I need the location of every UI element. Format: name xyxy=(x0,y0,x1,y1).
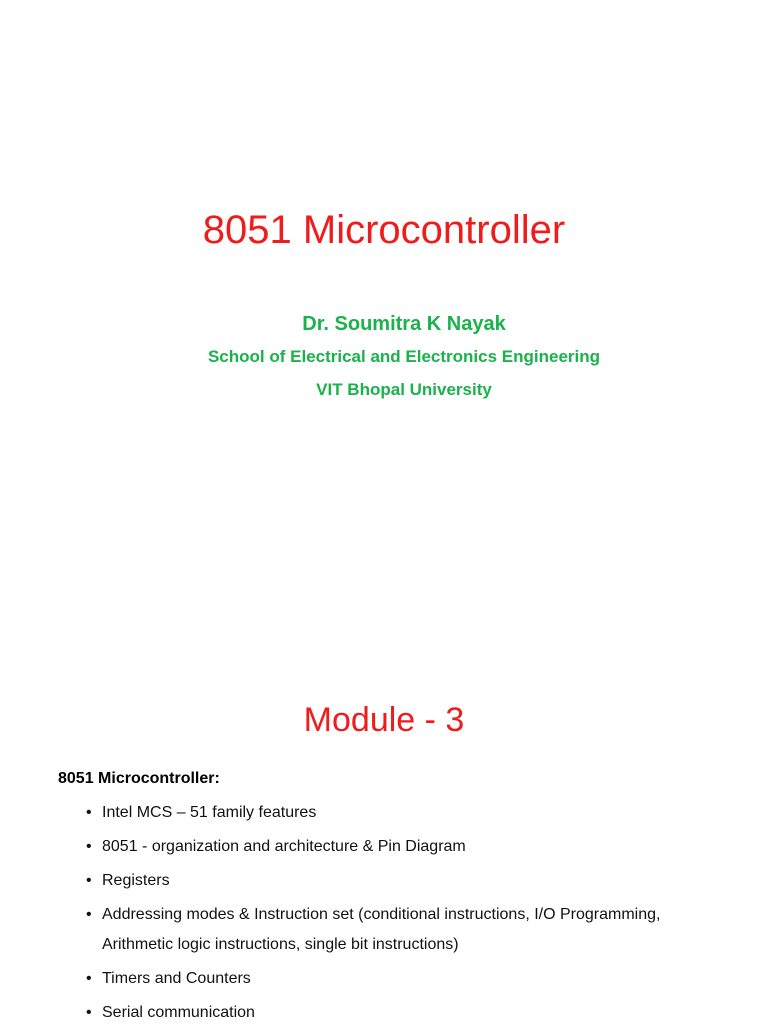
bullet-icon: • xyxy=(86,970,92,987)
list-item xyxy=(86,866,686,896)
list-item-text: 8051 - organization and architecture & Pin Diagram xyxy=(102,838,466,855)
list-item xyxy=(86,900,686,960)
slide-title: 8051 Microcontroller xyxy=(202,208,566,252)
list-item xyxy=(86,798,686,828)
list-item-text: Timers and Counters xyxy=(102,970,251,987)
topic-list xyxy=(86,798,686,1032)
list-item xyxy=(86,832,686,862)
list-item-text: Addressing modes & Instruction set (conditional instructions, I/O Programming, Arithmetic logic instructions, single bit instructions) xyxy=(102,906,661,953)
module-title: Module - 3 xyxy=(303,701,465,739)
list-item-text: Serial communication xyxy=(102,1004,255,1021)
bullet-icon: • xyxy=(86,906,92,923)
author-name: Dr. Soumitra K Nayak xyxy=(302,313,506,335)
bullet-icon: • xyxy=(86,1004,92,1021)
school-name: School of Electrical and Electronics Engineering xyxy=(207,347,601,366)
module-slide xyxy=(0,576,768,1024)
bullet-icon: • xyxy=(86,872,92,889)
bullet-icon: • xyxy=(86,804,92,821)
section-heading: 8051 Microcontroller: xyxy=(58,770,220,787)
list-item xyxy=(86,964,686,994)
bullet-icon: • xyxy=(86,838,92,855)
list-item-text: Intel MCS – 51 family features xyxy=(102,804,317,821)
list-item-text: Registers xyxy=(102,872,170,889)
university-name: VIT Bhopal University xyxy=(316,380,492,399)
